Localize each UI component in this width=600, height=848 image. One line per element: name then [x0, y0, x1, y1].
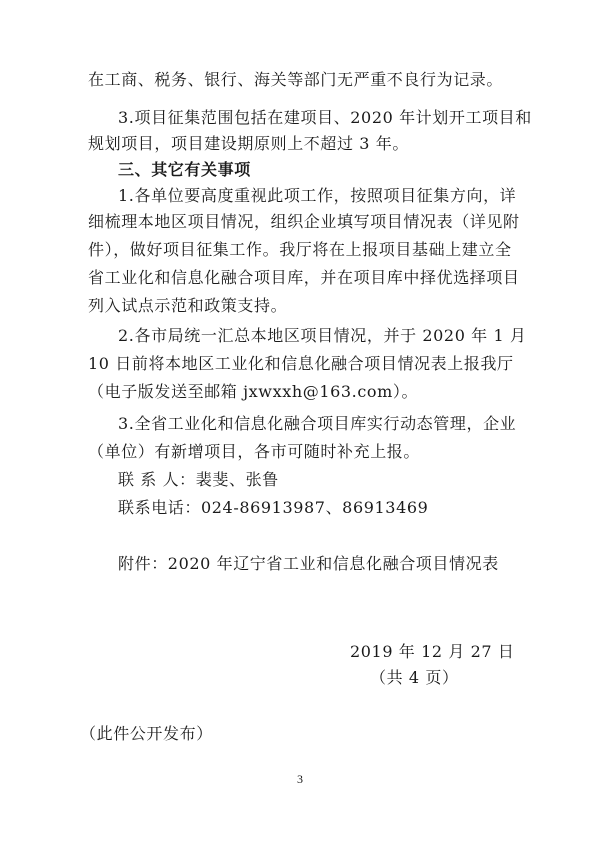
- paragraph-line-8: 省工业化和信息化融合项目库，并在项目库中择优选择项目: [88, 268, 520, 287]
- paragraph-line-14: （单位）有新增项目，各市可随时补充上报。: [88, 442, 421, 461]
- paragraph-line-10: 2.各市局统一汇总本地区项目情况，并于 2020 年 1 月: [118, 326, 527, 345]
- publish-note: （此件公开发布）: [80, 724, 213, 743]
- document-date: 2019 年 12 月 27 日: [350, 642, 515, 661]
- paragraph-line-9: 列入试点示范和政策支持。: [88, 296, 288, 315]
- paragraph-line-11: 10 日前将本地区工业化和信息化融合项目情况表上报我厅: [88, 354, 514, 373]
- paragraph-line-3: 规划项目，项目建设期原则上不超过 3 年。: [88, 134, 409, 153]
- paragraph-line-6: 细梳理本地区项目情况，组织企业填写项目情况表（详见附: [88, 212, 520, 231]
- paragraph-line-7: 件），做好项目征集工作。我厅将在上报项目基础上建立全: [88, 240, 512, 259]
- paragraph-line-1: 在工商、税务、银行、海关等部门无严重不良行为记录。: [88, 70, 504, 89]
- contact-person: 联 系 人：裴斐、张鲁: [118, 470, 279, 489]
- paragraph-line-2: 3.项目征集范围包括在建项目、2020 年计划开工项目和: [118, 108, 532, 127]
- paragraph-line-12: （电子版发送至邮箱 jxwxxh@163.com）。: [88, 382, 419, 401]
- page-number: 3: [297, 772, 303, 786]
- paragraph-line-5: 1.各单位要高度重视此项工作，按照项目征集方向，详: [118, 186, 517, 205]
- paragraph-line-13: 3.全省工业化和信息化融合项目库实行动态管理，企业: [118, 414, 517, 433]
- section-heading: 三、其它有关事项: [118, 160, 251, 179]
- page-count-note: （共 4 页）: [370, 668, 459, 687]
- contact-phone: 联系电话：024-86913987、86913469: [118, 498, 429, 517]
- attachment-line: 附件：2020 年辽宁省工业和信息化融合项目情况表: [118, 554, 499, 573]
